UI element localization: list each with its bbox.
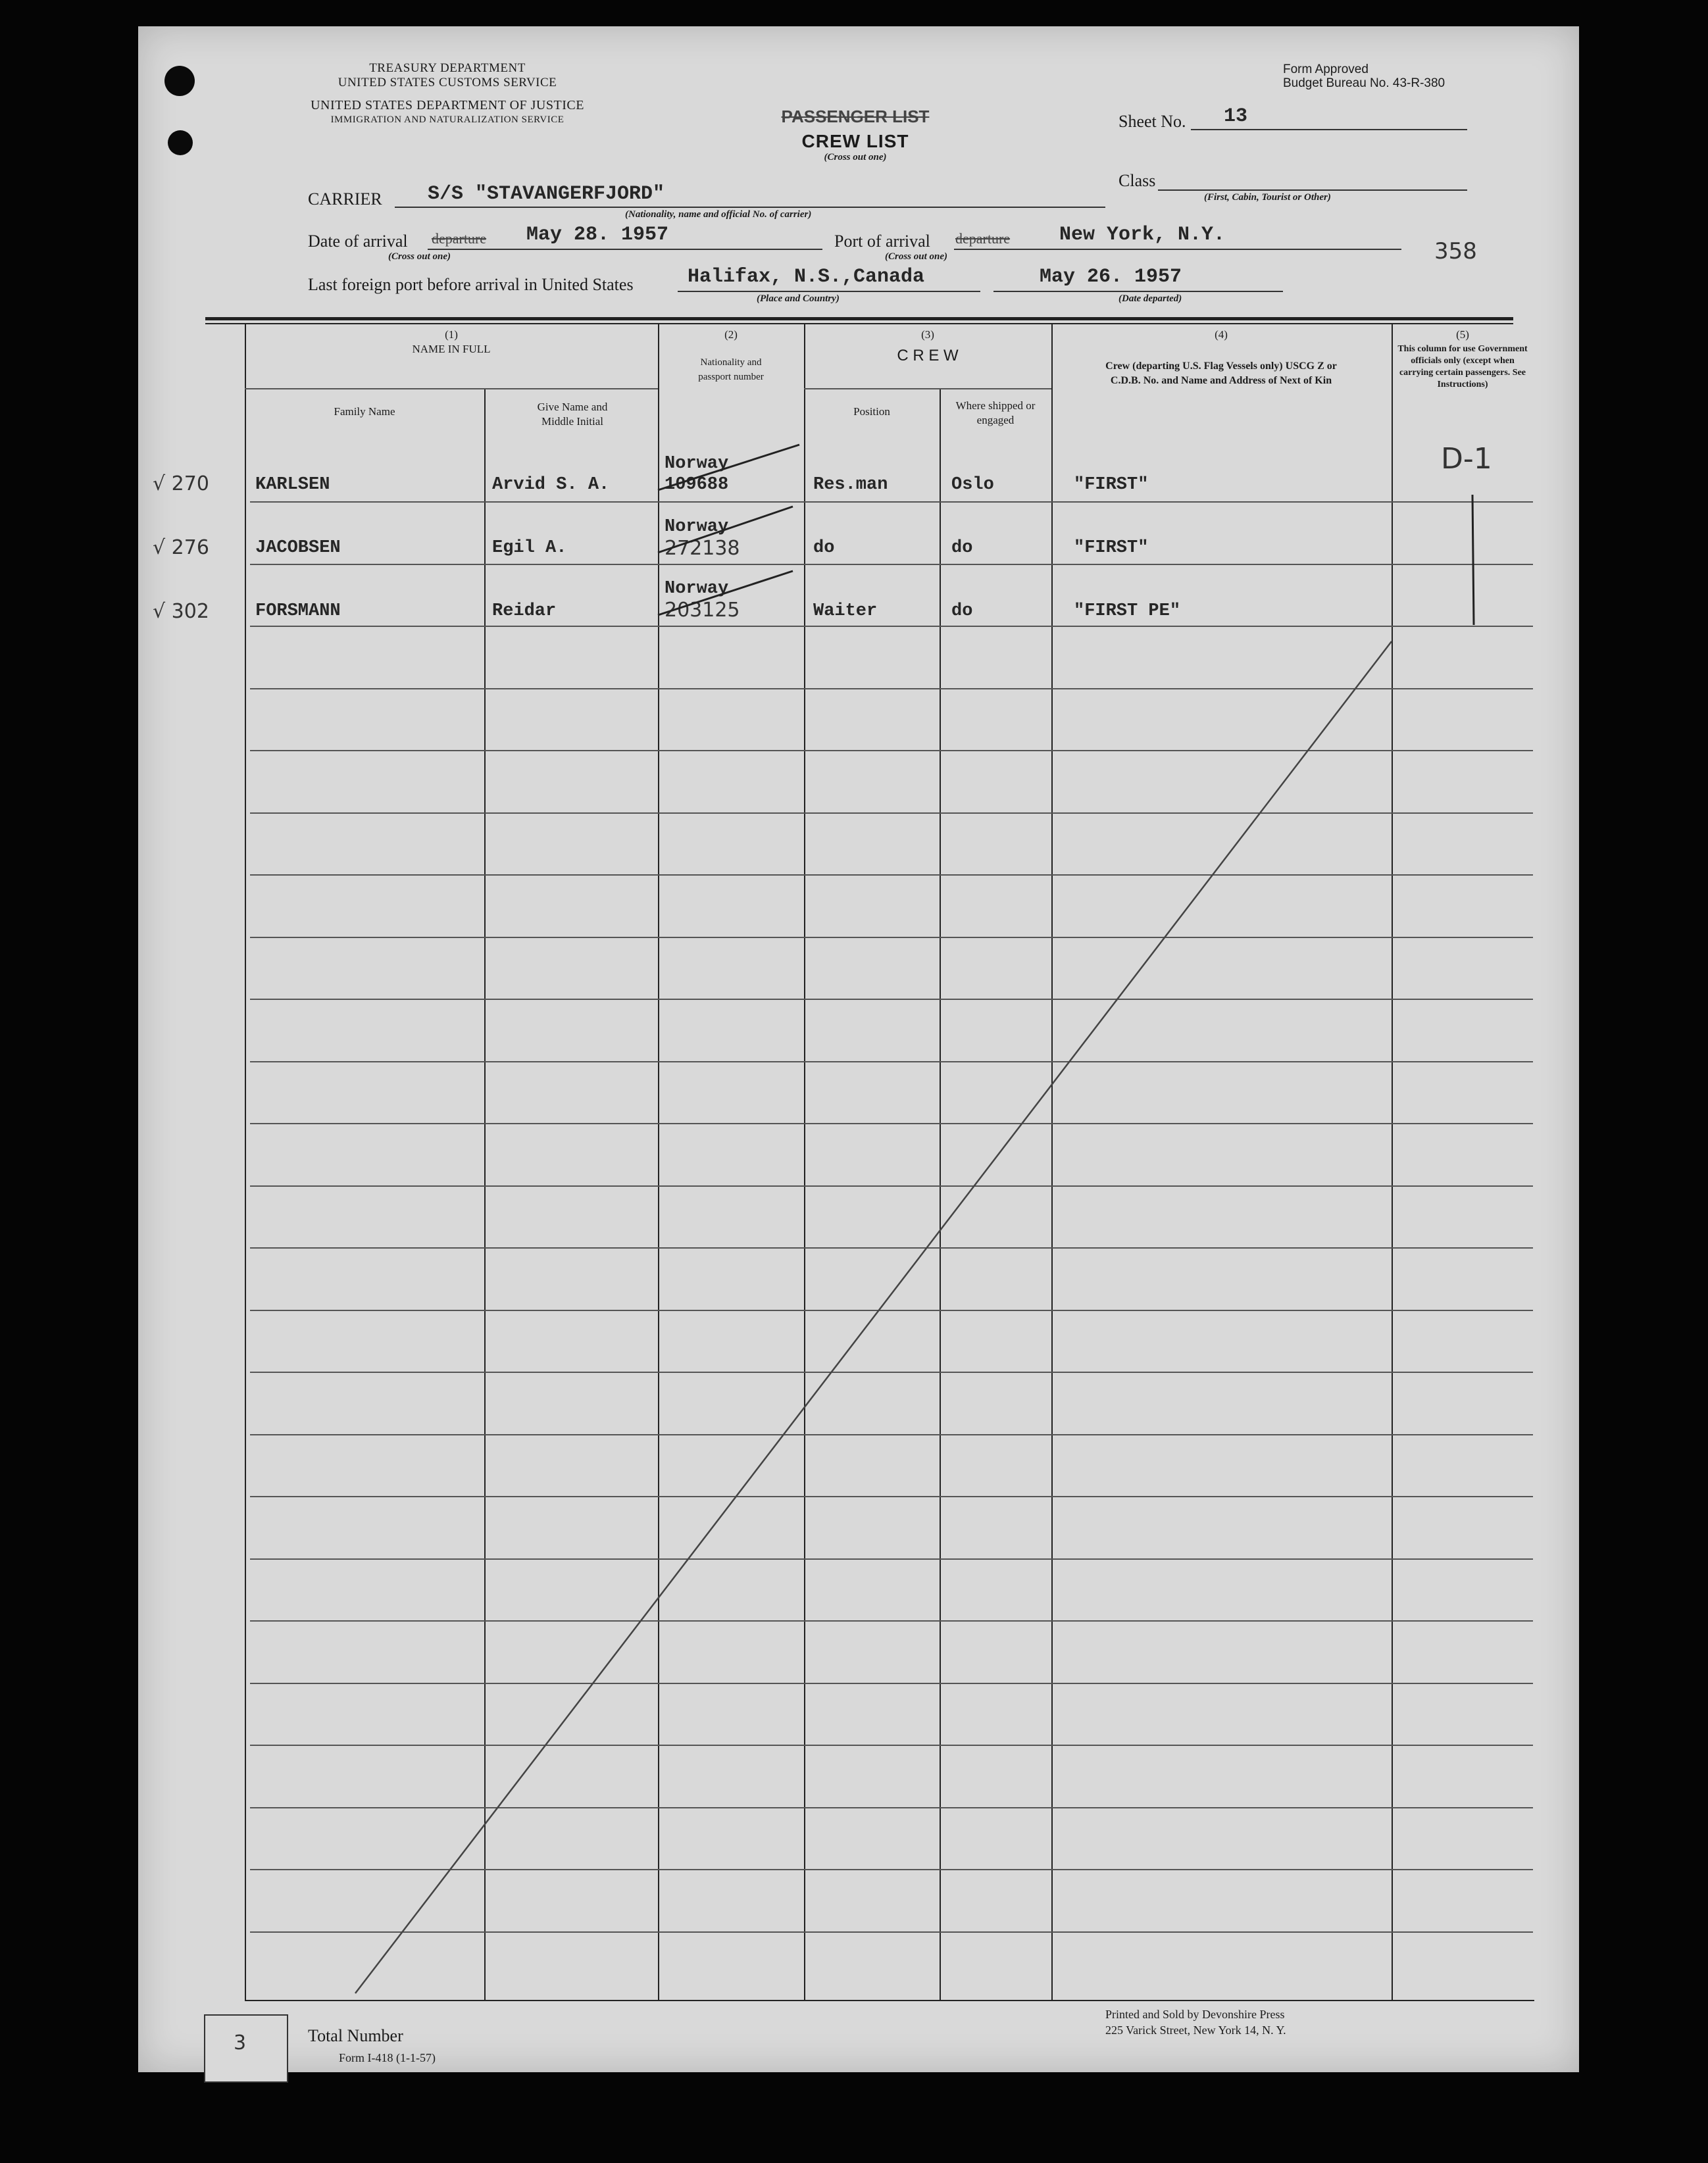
next-of-kin: "FIRST PE" [1074, 601, 1181, 621]
last-port-caption: (Place and Country) [757, 293, 840, 304]
position: Waiter [813, 601, 878, 621]
family-name: JACOBSEN [255, 538, 341, 558]
position: Res.man [813, 475, 888, 495]
col1-num: (1) [445, 328, 458, 341]
port-arrival-label: Port of arrival [834, 232, 930, 251]
printer-info [1105, 2006, 1286, 2038]
family-name: KARLSEN [255, 475, 330, 495]
col3b-header: Where shipped or engaged [955, 399, 1036, 426]
passport-strike [658, 571, 793, 615]
next-of-kin: "FIRST" [1074, 538, 1149, 558]
nationality: Norway [665, 454, 729, 474]
last-port-label: Last foreign port before arrival in United States [308, 275, 634, 294]
budget-bureau-label: Budget Bureau No. 43-R-380 [1283, 76, 1445, 90]
form-approved-label: Form Approved [1283, 62, 1369, 76]
col1-title: NAME IN FULL [412, 343, 491, 355]
port-arrival-value: New York, N.Y. [1059, 224, 1226, 246]
agency-line: TREASURY DEPARTMENT [369, 61, 526, 75]
class-caption: (First, Cabin, Tourist or Other) [1204, 192, 1331, 203]
col5-num: (5) [1456, 328, 1469, 341]
given-name: Reidar [492, 601, 557, 621]
where-shipped: do [951, 601, 973, 621]
sheet-number: 13 [1224, 105, 1248, 128]
col1a-header: Family Name [334, 405, 395, 418]
row-mark: √ 276 [153, 536, 209, 559]
carrier-label: CARRIER [308, 189, 382, 209]
agency-line: IMMIGRATION AND NATURALIZATION SERVICE [330, 114, 565, 125]
col4-title: Crew (departing U.S. Flag Vessels only) USCG Z or C.D.B. No. and Name and Address of Next of Kin [1105, 360, 1337, 386]
passport-strike [658, 445, 799, 490]
position: do [813, 538, 835, 558]
next-of-kin: "FIRST" [1074, 475, 1149, 495]
printer-line: 225 Varick Street, New York 14, N. Y. [1105, 2024, 1286, 2037]
printer-line: Printed and Sold by Devonshire Press [1105, 2008, 1285, 2021]
carrier-caption: (Nationality, name and official No. of carrier) [625, 209, 812, 220]
col3a-header: Position [853, 405, 890, 418]
date-caption: (Cross out one) [388, 251, 451, 262]
passenger-list-struck: PASSENGER LIST [781, 107, 930, 126]
col3-title: C R E W [897, 347, 959, 364]
total-count: 3 [234, 2031, 247, 2054]
col2-title: Nationality and passport number [698, 357, 764, 382]
cross-out-caption: (Cross out one) [824, 152, 887, 162]
row-mark: √ 302 [153, 600, 209, 623]
given-name: Arvid S. A. [492, 475, 610, 495]
passport-strike [658, 507, 793, 553]
total-label: Total Number [308, 2026, 403, 2045]
port-departure-struck: departure [955, 230, 1011, 247]
last-port-value: Halifax, N.S.,Canada [688, 266, 925, 288]
date-arrival-label: Date of arrival [308, 232, 408, 251]
row-mark: √ 270 [153, 472, 209, 495]
col4-num: (4) [1215, 328, 1228, 341]
cancel-diagonal [355, 641, 1392, 1993]
where-shipped: do [951, 538, 973, 558]
carrier-value: S/S "STAVANGERFJORD" [428, 183, 665, 205]
official-bracket [1472, 495, 1474, 625]
date-departed-caption: (Date departed) [1118, 293, 1182, 304]
class-label: Class [1118, 171, 1156, 190]
agency-line: UNITED STATES DEPARTMENT OF JUSTICE [311, 98, 584, 112]
passport-number: 203125 [665, 599, 740, 622]
sheet-label: Sheet No. [1118, 112, 1186, 131]
family-name: FORSMANN [255, 601, 341, 621]
col5-title: This column for use Government officials only (except when carrying certain passengers. See Instructions) [1397, 344, 1528, 389]
col3-num: (3) [921, 328, 934, 341]
form-number: Form I-418 (1-1-57) [339, 2051, 436, 2064]
official-mark: D-1 [1441, 442, 1492, 476]
page-number: 358 [1434, 238, 1477, 264]
crew-list-title: CREW LIST [801, 131, 909, 151]
last-port-date: May 26. 1957 [1040, 266, 1182, 288]
given-name: Egil A. [492, 538, 567, 558]
passport-number: 109688 [665, 475, 729, 495]
col1b-header: Give Name and Middle Initial [537, 401, 608, 428]
port-caption: (Cross out one) [885, 251, 948, 262]
nationality: Norway [665, 579, 729, 599]
date-departure-struck: departure [432, 230, 487, 247]
nationality: Norway [665, 517, 729, 537]
agency-line: UNITED STATES CUSTOMS SERVICE [338, 76, 557, 89]
passport-number: 272138 [665, 537, 740, 560]
where-shipped: Oslo [951, 475, 994, 495]
date-arrival-value: May 28. 1957 [526, 224, 669, 246]
col2-num: (2) [724, 328, 738, 341]
